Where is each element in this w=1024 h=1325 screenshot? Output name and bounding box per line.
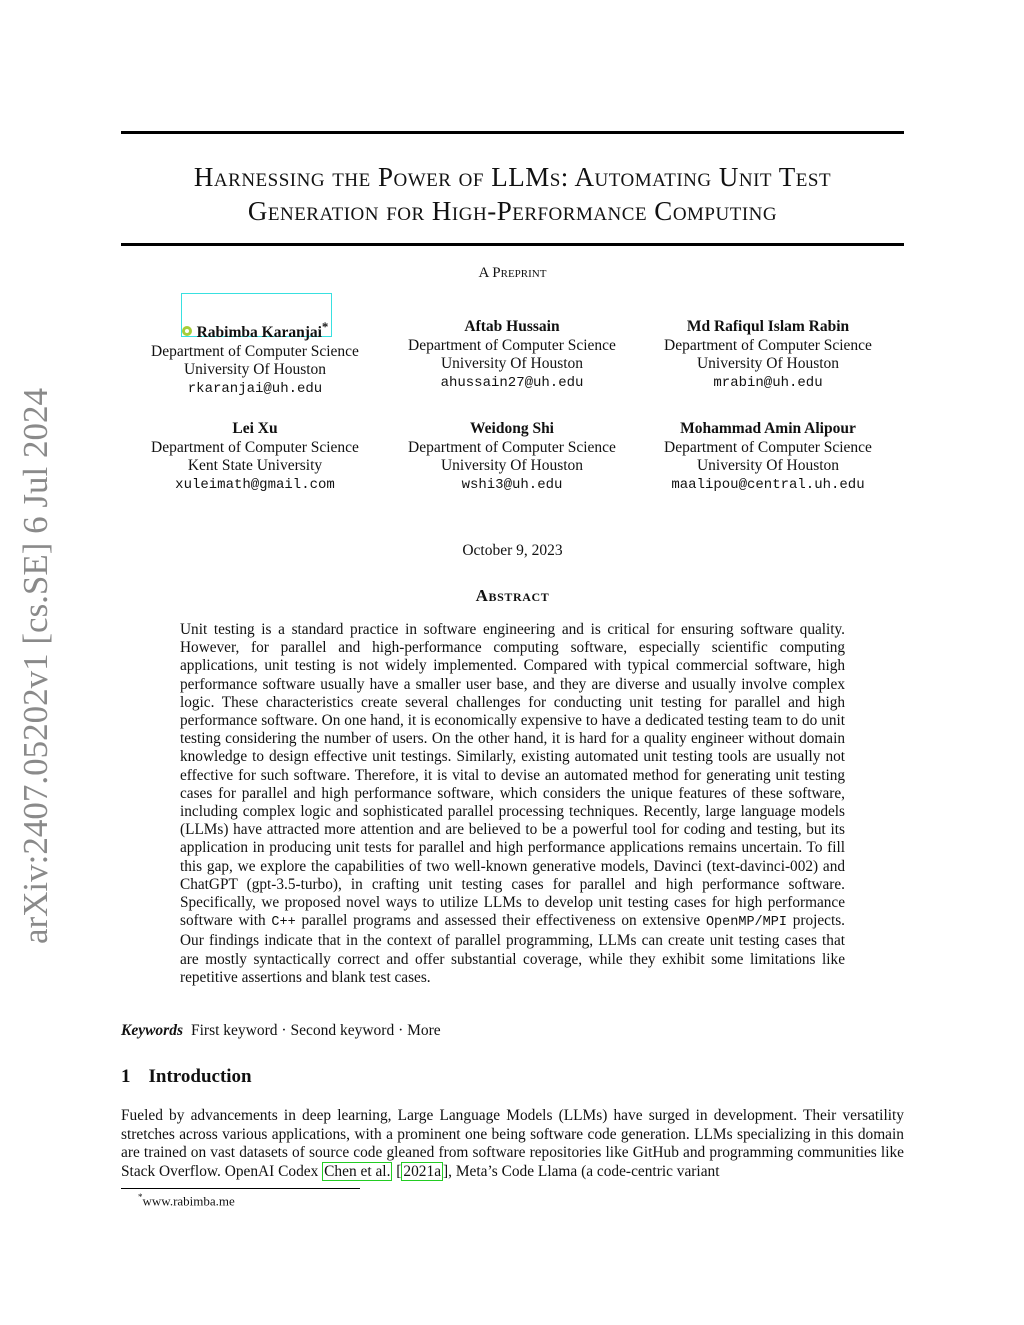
paper-title — [121, 160, 904, 228]
author-university: University Of Houston — [440, 457, 584, 474]
author-email: maalipou@central.uh.edu — [671, 476, 865, 493]
author-card — [638, 420, 898, 494]
orcid-icon[interactable] — [182, 326, 192, 336]
author-name: Weidong Shi — [470, 420, 554, 437]
author-university: University Of Houston — [440, 355, 584, 372]
footnote-marker[interactable]: * — [321, 319, 329, 334]
citation-year-link[interactable]: 2021a — [403, 1162, 442, 1180]
footnote-url[interactable]: www.rabimba.me — [142, 1193, 235, 1209]
section-number: 1 — [121, 1066, 131, 1087]
code-openmp-mpi: OpenMP/MPI — [705, 915, 787, 931]
abstract-heading: Abstract — [475, 586, 550, 605]
title-bottom-rule — [121, 243, 904, 246]
title-line-2: Generation for High-Performance Computing — [247, 196, 778, 226]
arxiv-identifier — [8, 377, 64, 955]
author-department: Department of Computer Science — [664, 438, 872, 456]
author-card — [125, 420, 385, 494]
keywords — [121, 1022, 904, 1040]
footnote-mark: * — [138, 1192, 143, 1202]
preprint-label: A Preprint — [478, 265, 547, 281]
keywords-label: Keywords — [121, 1022, 183, 1039]
author-university: University Of Houston — [183, 361, 327, 379]
section-title: Introduction — [148, 1066, 252, 1087]
publication-date: October 9, 2023 — [462, 542, 563, 559]
author-email: rkaranjai@uh.edu — [187, 380, 323, 397]
code-cpp: C++ — [271, 915, 296, 931]
author-card — [382, 420, 642, 494]
author-department: Department of Computer Science — [151, 342, 359, 360]
arxiv-id-text: arXiv:2407.05202v1 [cs.SE] 6 Jul 2024 — [16, 387, 56, 945]
author-university: Kent State University — [187, 457, 323, 474]
author-card — [382, 318, 642, 392]
author-university: University Of Houston — [696, 457, 840, 474]
author-email: ahussain27@uh.edu — [440, 374, 584, 391]
introduction-body: Fueled by advancements in deep learning, Large Language Models (LLMs) have surged in development. Their versatility stretches across various applications, with a prominent one being software code generation. LLMs specializing in this domain are trained on vast datasets of source code gleaned from software repositories like GitHub and programming communities like Stack Overflow. OpenAI Codex Chen et al. [ 2021a ], Meta’s Code Llama (a code-centric variant — [121, 1107, 904, 1180]
author-department: Department of Computer Science — [408, 336, 616, 354]
section-heading-introduction — [121, 1066, 252, 1088]
author-name[interactable]: Rabimba Karanjai* — [125, 318, 385, 343]
author-name: Mohammad Amin Alipour — [680, 420, 856, 437]
author-department: Department of Computer Science — [664, 336, 872, 354]
author-name: Md Rafiqul Islam Rabin — [686, 318, 850, 335]
author-name: Lei Xu — [232, 420, 278, 437]
author-department: Department of Computer Science — [408, 438, 616, 456]
keywords-list: First keyword · Second keyword · More — [191, 1022, 441, 1039]
author-university: University Of Houston — [696, 355, 840, 372]
author-card — [125, 318, 385, 398]
title-top-rule — [121, 131, 904, 134]
title-line-1: Harnessing the Power of LLMs: Automating Unit Test — [193, 162, 832, 192]
author-email: xuleimath@gmail.com — [175, 476, 335, 493]
author-email: wshi3@uh.edu — [461, 476, 563, 493]
author-department: Department of Computer Science — [151, 438, 359, 456]
author-email: mrabin@uh.edu — [713, 374, 823, 391]
abstract-body: Unit testing is a standard practice in software engineering and is critical for ensuring software quality. However, for parallel and high-performance computing software, especially scientific computing applications, unit testing is not widely implemented. Compared with typical commercial software, high performance software usually have a smaller user base, and they are diverse and usually involve complex logic. These characteristics create several challenges for conducting unit testing for parallel and high performance software. On one hand, it is economically expensive to have a dedicated testing team to do unit testing considering the number of users. On the other hand, it is hard for a quality engineer without domain knowledge to design effective unit testings. Similarly, existing automated unit testing tools are usually not effective for such software. Therefore, it is vital to devise an automated method for generating unit testing cases for parallel and high performance software, which considers the unique features of these software, including complex logic and sophisticated parallel processing techniques. Recently, large language models (LLMs) have attracted more attention and are believed to be a powerful tool for coding and testing, but its application in producing unit tests for parallel and high performance applications remains uncertain. To fill this gap, we explore the capabilities of two well-known generative models, Davinci (text-davinci-002) and ChatGPT (gpt-3.5-turbo), in crafting unit testing cases for parallel and high performance software. Specifically, we proposed novel ways to utilize LLMs to develop unit testing cases for high performance software with C++ parallel programs and assessed their effectiveness on extensive OpenMP/MPI projects. Our findings indicate that in the context of parallel programming, LLMs can create unit testing cases that are mostly syntactically correct and offer substantial coverage, while they exhibit some limitations like repetitive assertions and blank test cases. — [180, 621, 845, 986]
footnote — [138, 1192, 235, 1209]
author-card — [638, 318, 898, 392]
author-name: Aftab Hussain — [464, 318, 560, 335]
citation-author-link[interactable]: Chen et al. — [324, 1162, 391, 1180]
footnote-rule — [121, 1188, 360, 1189]
